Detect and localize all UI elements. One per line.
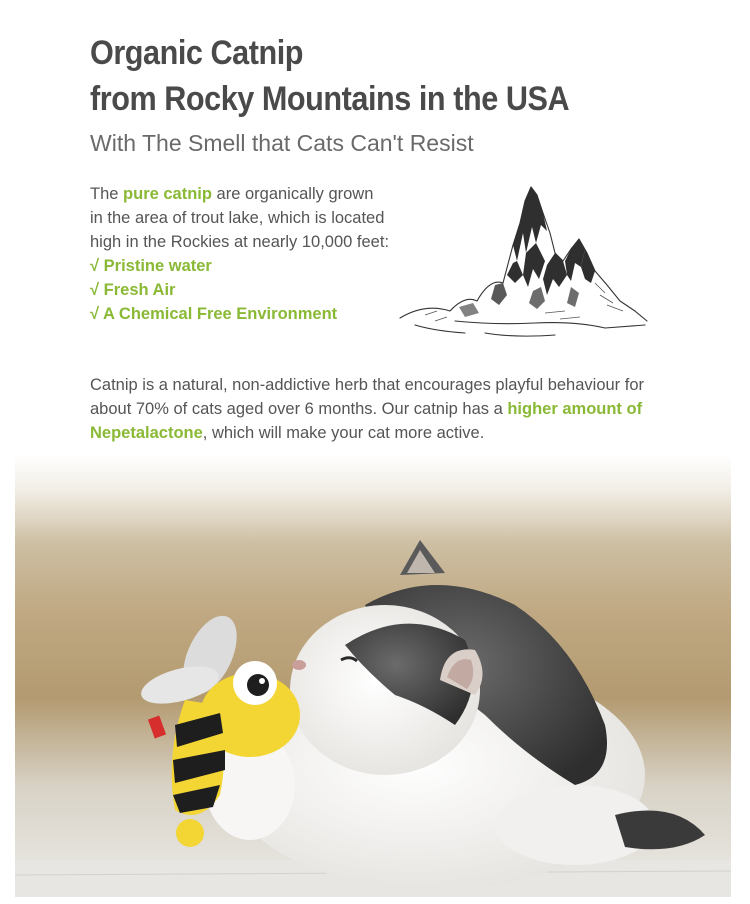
benefit-item: √ Fresh Air: [90, 281, 176, 299]
benefit-item: √ A Chemical Free Environment: [90, 305, 338, 323]
intro-text-post: are organically grown in the area of trout lake, which is located high in the Rockies at nearly 10,000 feet:: [90, 185, 390, 251]
description-text-pre: Catnip is a natural, non-addictive herb that encourages playful behaviour for about 70% of cats aged over 6 months. Our catnip has a: [90, 376, 645, 418]
intro-text-pre: The: [90, 185, 124, 203]
title-line-1: Organic Catnip: [90, 34, 304, 72]
mountain-sketch-icon: [395, 183, 650, 348]
page-title: [90, 30, 630, 122]
description-paragraph: [90, 373, 670, 445]
description-highlight: higher amount of Nepetalactone: [90, 400, 643, 442]
cat-with-bee-toy-photo: [15, 455, 731, 897]
description-text-post: , which will make your cat more active.: [202, 424, 485, 442]
intro-highlight: pure catnip: [123, 185, 212, 203]
intro-paragraph: [90, 182, 390, 326]
page-subtitle: With The Smell that Cats Can't Resist: [90, 130, 474, 156]
title-line-2: from Rocky Mountains in the USA: [90, 80, 570, 118]
benefit-item: √ Pristine water: [90, 257, 212, 275]
